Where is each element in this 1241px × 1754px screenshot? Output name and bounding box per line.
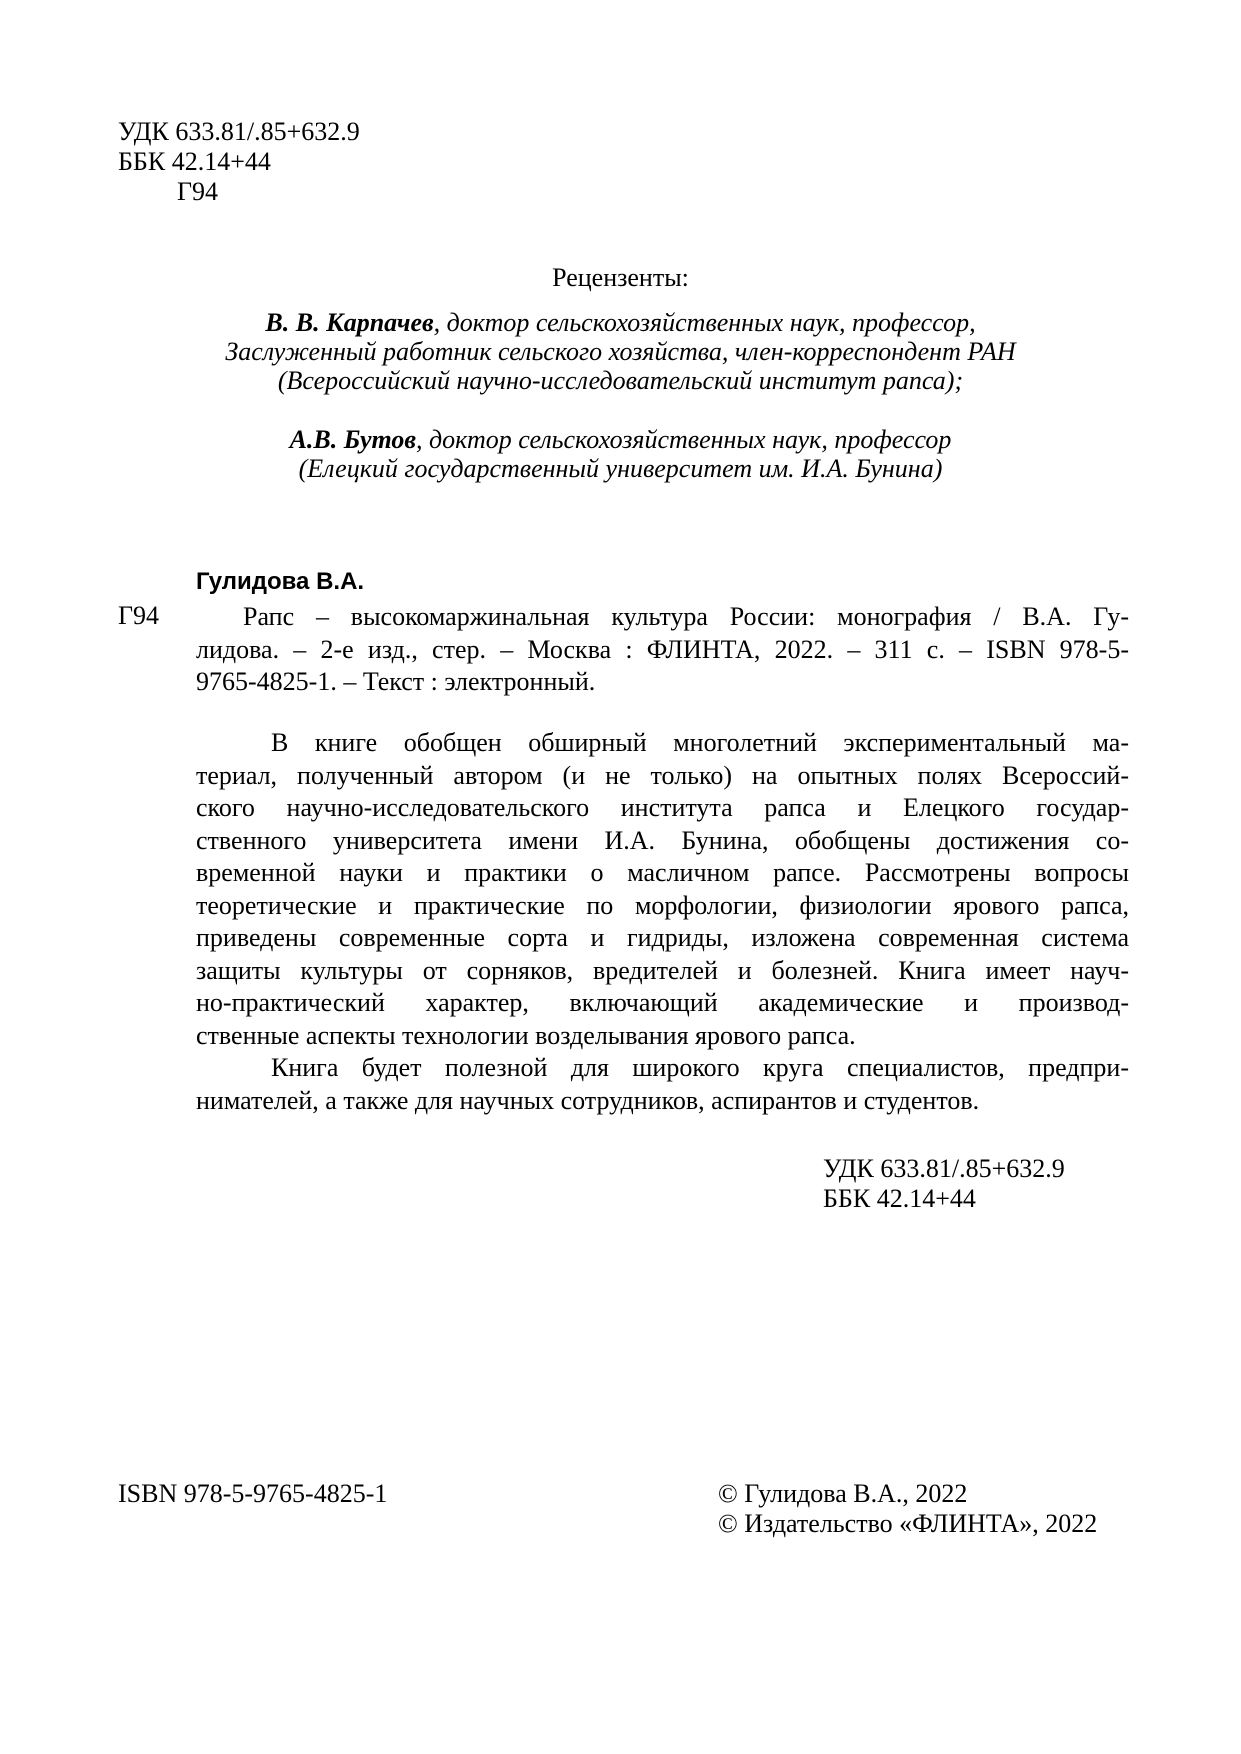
bbk-code: ББК 42.14+44: [118, 147, 271, 176]
reviewer-1-name: В. В. Карпачев: [265, 308, 434, 337]
annotation-paragraph-2: [196, 1052, 1129, 1117]
biblio-line-2: лидова. – 2-е изд., стер. – Москва : ФЛИНТА, 2022. – 311 с. – ISBN 978-5-: [196, 634, 1129, 664]
reviewers-title: Рецензенты:: [552, 263, 689, 292]
copyright-publisher: © Издательство «ФЛИНТА», 2022: [718, 1509, 1098, 1538]
annotation-line: Книга будет полезной для широкого круга специалистов, предпри-: [271, 1053, 1129, 1082]
annotation-line: ственного университета имени И.А. Бунина, обобщены достижения со-: [196, 825, 1129, 855]
reviewer-2-line-1: [0, 425, 1241, 455]
biblio-description: [196, 601, 1129, 699]
annotation-line: теоретические и практические по морфологии, физиологии ярового рапса,: [196, 890, 1129, 920]
copyright-author: © Гулидова В.А., 2022: [718, 1479, 968, 1508]
reviewer-1-line-3: (Всероссийский научно-исследовательский институт рапса);: [277, 366, 964, 395]
annotation-line: нимателей, а также для научных сотрудников, аспирантов и студентов.: [196, 1085, 980, 1115]
author-heading: Гулидова В.А.: [196, 568, 365, 595]
annotation-line: В книге обобщен обширный многолетний экспериментальный ма-: [271, 728, 1129, 757]
annotation-line: временной науки и практики о масличном рапсе. Рассмотрены вопросы: [196, 858, 1129, 887]
annotation-line: ственные аспекты технологии возделывания ярового рапса.: [196, 1020, 856, 1050]
bbk-code-right: ББК 42.14+44: [823, 1184, 976, 1213]
annotation-line: но-практический характер, включающий академические и производ-: [196, 988, 1129, 1017]
reviewer-1-title: , доктор сельскохозяйственных наук, профессор,: [433, 308, 976, 337]
author-mark-code: Г94: [177, 177, 219, 206]
annotation-line: защиты культуры от сорняков, вредителей и болезней. Книга имеет науч-: [196, 955, 1129, 985]
annotation-paragraph-1: [196, 727, 1129, 1052]
udk-code-right: УДК 633.81/.85+632.9: [823, 1154, 1065, 1183]
reviewer-1-line-2: Заслуженный работник сельского хозяйства, член-корреспондент РАН: [225, 337, 1016, 366]
udk-code: УДК 633.81/.85+632.9: [118, 117, 360, 146]
reviewer-1-line-1: [0, 308, 1241, 338]
reviewer-2-name: А.В. Бутов: [289, 425, 416, 454]
annotation-line: приведены современные сорта и гидриды, изложена современная система: [196, 923, 1129, 952]
reviewer-2-line-2: (Елецкий государственный университет им. И.А. Бунина): [298, 454, 943, 483]
biblio-code: Г94: [118, 601, 160, 630]
isbn: ISBN 978-5-9765-4825-1: [118, 1479, 388, 1508]
annotation-line: ского научно-исследовательского института рапса и Елецкого государ-: [196, 793, 1129, 822]
biblio-line-3: 9765-4825-1. – Текст : электронный.: [196, 667, 596, 696]
reviewer-2-title: , доктор сельскохозяйственных наук, профессор: [416, 425, 952, 454]
biblio-line-1: Рапс – высокомаржинальная культура России: монография / В.А. Гу-: [243, 602, 1129, 631]
annotation-line: териал, полученный автором (и не только) на опытных полях Всероссий-: [196, 760, 1129, 790]
